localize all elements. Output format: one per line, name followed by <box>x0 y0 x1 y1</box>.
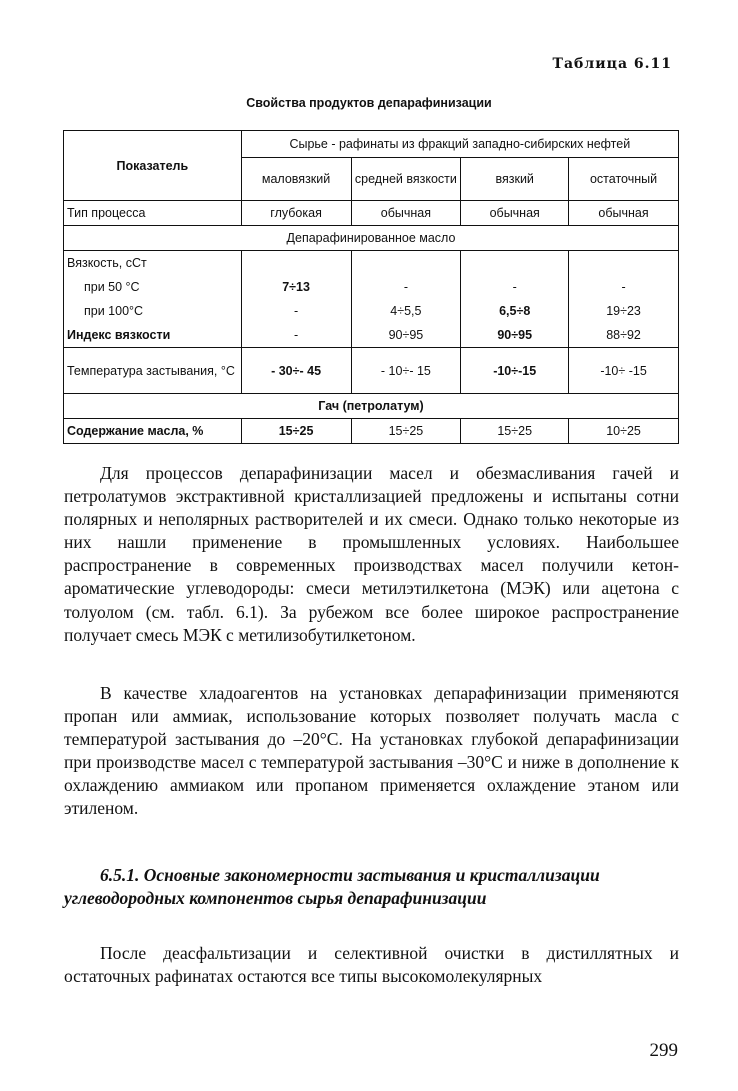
header-feedstock-group: Сырье - рафинаты из фракций западно-сибирских нефтей <box>241 131 678 158</box>
table-cell: 7÷13 <box>241 275 351 299</box>
table-row <box>64 275 679 299</box>
row-label: при 50 °С <box>64 275 242 299</box>
row-label: Содержание масла, % <box>64 419 242 444</box>
row-label: Вязкость, сСт <box>64 251 242 276</box>
row-label: Температура застывания, °С <box>64 348 242 394</box>
column-header: остаточный <box>569 158 679 201</box>
row-label: при 100°С <box>64 299 242 323</box>
table-cell: - <box>569 275 679 299</box>
table-cell: 19÷23 <box>569 299 679 323</box>
column-header: вязкий <box>461 158 569 201</box>
table-number-label: Таблица 6.11 <box>552 56 672 72</box>
table-cell: - <box>461 275 569 299</box>
table-cell: 15÷25 <box>461 419 569 444</box>
section-label: Депарафинированное масло <box>64 226 679 251</box>
table-cell: 4÷5,5 <box>351 299 461 323</box>
table-cell: - <box>241 323 351 348</box>
header-indicator: Показатель <box>64 131 242 201</box>
table-row <box>64 299 679 323</box>
table-cell: обычная <box>461 201 569 226</box>
table-cell: - <box>241 299 351 323</box>
table-row <box>64 251 679 276</box>
properties-table <box>63 130 679 444</box>
table-cell: 10÷25 <box>569 419 679 444</box>
table-cell: - <box>351 275 461 299</box>
table-cell: глубокая <box>241 201 351 226</box>
row-label: Индекс вязкости <box>64 323 242 348</box>
row-label: Тип процесса <box>64 201 242 226</box>
body-paragraph: Для процессов депарафинизации масел и обезмасливания гачей и петролатумов экстрактивной кристаллизацией предложены и испытаны сотни полярных и неполярных растворителей и их смеси. Однако только некоторые из них нашли применение в промышленных условиях. Наибольшее распространение в современных производствах масел получили кетон-ароматические углеводороды: смеси метилэтилкетона (МЭК) или ацетона с толуолом (см. табл. 6.1). За рубежом все более широкое распространение получает смесь МЭК с метилизобутилкетоном. <box>64 463 679 645</box>
section-heading: 6.5.1. Основные закономерности застывания и кристаллизации углеводородных компонентов сырья депарафинизации <box>64 865 600 908</box>
body-paragraph: После деасфальтизации и селективной очистки в дистиллятных и остаточных рафинатах остаются все типы высокомолекулярных <box>64 943 679 987</box>
section-row <box>64 394 679 419</box>
table-row <box>64 348 679 394</box>
section-row <box>64 226 679 251</box>
table-cell: 88÷92 <box>569 323 679 348</box>
table-cell: -10÷-15 <box>461 348 569 394</box>
table-cell: обычная <box>351 201 461 226</box>
table-cell: 6,5÷8 <box>461 299 569 323</box>
column-header: средней вязкости <box>351 158 461 201</box>
table-row <box>64 323 679 348</box>
table-cell: - 10÷- 15 <box>351 348 461 394</box>
table-cell: 15÷25 <box>241 419 351 444</box>
table-cell: -10÷ -15 <box>569 348 679 394</box>
table-cell: 15÷25 <box>351 419 461 444</box>
table-cell: - 30÷- 45 <box>241 348 351 394</box>
column-header: маловязкий <box>241 158 351 201</box>
table-title: Свойства продуктов депарафинизации <box>246 96 492 110</box>
table-row <box>64 201 679 226</box>
table-row <box>64 419 679 444</box>
body-paragraph: В качестве хладоагентов на установках депарафинизации применяются пропан или аммиак, использование которых позволяет получать масла с температурой застывания до –20°С. На установках глубокой депарафинизации при производстве масел с температурой застывания –30°С и ниже в дополнение к охлаждению аммиаком или пропаном применяется охлаждение этаном или этиленом. <box>64 683 679 819</box>
section-label: Гач (петролатум) <box>64 394 679 419</box>
table-cell: 90÷95 <box>351 323 461 348</box>
table-cell: 90÷95 <box>461 323 569 348</box>
table-cell: обычная <box>569 201 679 226</box>
page-number: 299 <box>649 1040 678 1061</box>
